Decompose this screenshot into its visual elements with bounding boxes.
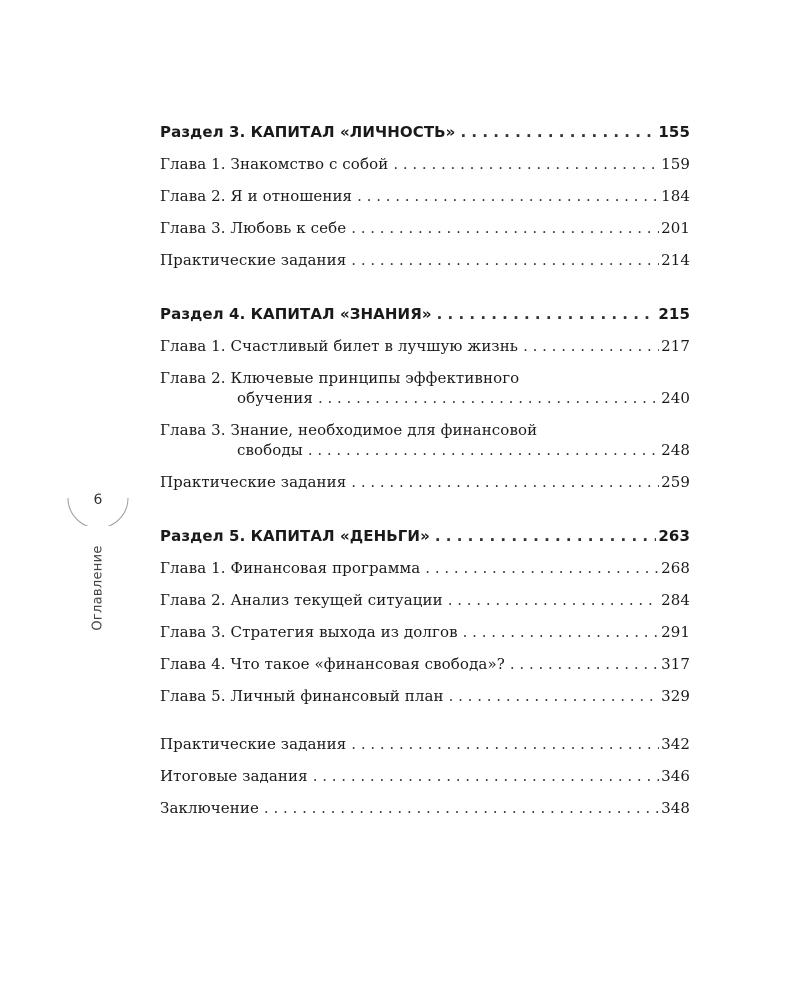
dot-leader: [460, 122, 656, 142]
entry-page: 214: [661, 251, 690, 269]
section-spacer: [160, 718, 690, 734]
section-spacer: [160, 282, 690, 304]
section-title: Раздел 4. КАПИТАЛ «ЗНАНИЯ»: [160, 305, 432, 323]
dot-leader: [308, 440, 659, 460]
toc-entry[interactable]: [160, 686, 690, 706]
entry-page: 159: [661, 155, 690, 173]
entry-title-continuation: обучения: [237, 389, 313, 407]
section-spacer: [160, 504, 690, 526]
toc-entry[interactable]: [160, 336, 690, 356]
toc-entry[interactable]: [160, 368, 690, 408]
dot-leader: [318, 388, 659, 408]
toc-entry[interactable]: [160, 734, 690, 754]
section-title: Раздел 5. КАПИТАЛ «ДЕНЬГИ»: [160, 527, 430, 545]
entry-title: Глава 3. Любовь к себе: [160, 219, 347, 237]
entry-page: 268: [661, 559, 690, 577]
entry-title: Глава 4. Что такое «финансовая свобода»?: [160, 655, 505, 673]
entry-title: Практические задания: [160, 251, 347, 269]
toc-entry[interactable]: [160, 766, 690, 786]
entry-page: 342: [661, 735, 690, 753]
dot-leader: [437, 304, 657, 324]
section-page: 215: [658, 305, 690, 323]
entry-page: 259: [661, 473, 690, 491]
entry-title: Практические задания: [160, 473, 347, 491]
entry-title: Глава 1. Счастливый билет в лучшую жизнь: [160, 337, 519, 355]
dot-leader: [393, 154, 659, 174]
page-number: 6: [93, 492, 103, 508]
toc-section-heading[interactable]: [160, 304, 690, 324]
entry-page: 317: [661, 655, 690, 673]
entry-title-continuation-line: [160, 440, 690, 460]
dot-leader: [351, 472, 659, 492]
toc-entry[interactable]: [160, 558, 690, 578]
toc-entry[interactable]: [160, 218, 690, 238]
toc-entry[interactable]: [160, 798, 690, 818]
toc-section-heading[interactable]: [160, 526, 690, 546]
entry-title-continuation: свободы: [237, 441, 303, 459]
toc-entry[interactable]: [160, 654, 690, 674]
entry-title: Глава 3. Знание, необходимое для финансовой: [160, 421, 538, 439]
toc-entry[interactable]: [160, 622, 690, 642]
section-title: Раздел 3. КАПИТАЛ «ЛИЧНОСТЬ»: [160, 123, 456, 141]
toc-section-heading[interactable]: [160, 122, 690, 142]
entry-title: Практические задания: [160, 735, 347, 753]
entry-title: Глава 2. Анализ текущей ситуации: [160, 591, 443, 609]
table-of-contents: [160, 122, 690, 830]
page-folio: [66, 486, 130, 526]
entry-title: Глава 2. Я и отношения: [160, 187, 353, 205]
entry-title: Итоговые задания: [160, 767, 308, 785]
dot-leader: [313, 766, 659, 786]
dot-leader: [357, 186, 659, 206]
entry-page: 329: [661, 687, 690, 705]
entry-title: Заключение: [160, 799, 259, 817]
entry-page: 184: [661, 187, 690, 205]
toc-entry[interactable]: [160, 420, 690, 460]
entry-title: Глава 1. Финансовая программа: [160, 559, 421, 577]
dot-leader: [425, 558, 659, 578]
entry-page: 284: [661, 591, 690, 609]
dot-leader: [351, 250, 659, 270]
dot-leader: [448, 590, 659, 610]
entry-title: Глава 1. Знакомство с собой: [160, 155, 389, 173]
entry-page: 240: [661, 389, 690, 407]
dot-leader: [463, 622, 659, 642]
entry-page: 346: [661, 767, 690, 785]
entry-page: 217: [661, 337, 690, 355]
section-page: 263: [658, 527, 690, 545]
entry-title: Глава 3. Стратегия выхода из долгов: [160, 623, 458, 641]
toc-entry[interactable]: [160, 250, 690, 270]
section-page: 155: [658, 123, 690, 141]
entry-title: Глава 5. Личный финансовый план: [160, 687, 444, 705]
toc-entry[interactable]: [160, 154, 690, 174]
toc-entry[interactable]: [160, 472, 690, 492]
entry-page: 348: [661, 799, 690, 817]
running-head: Оглавление: [90, 545, 106, 631]
entry-page: 201: [661, 219, 690, 237]
dot-leader: [435, 526, 657, 546]
toc-entry[interactable]: [160, 186, 690, 206]
dot-leader: [264, 798, 659, 818]
dot-leader: [523, 336, 659, 356]
dot-leader: [510, 654, 659, 674]
entry-page: 291: [661, 623, 690, 641]
dot-leader: [351, 734, 659, 754]
entry-title: Глава 2. Ключевые принципы эффективного: [160, 369, 520, 387]
entry-page: 248: [661, 441, 690, 459]
entry-title-continuation-line: [160, 388, 690, 408]
dot-leader: [449, 686, 659, 706]
dot-leader: [351, 218, 659, 238]
toc-entry[interactable]: [160, 590, 690, 610]
